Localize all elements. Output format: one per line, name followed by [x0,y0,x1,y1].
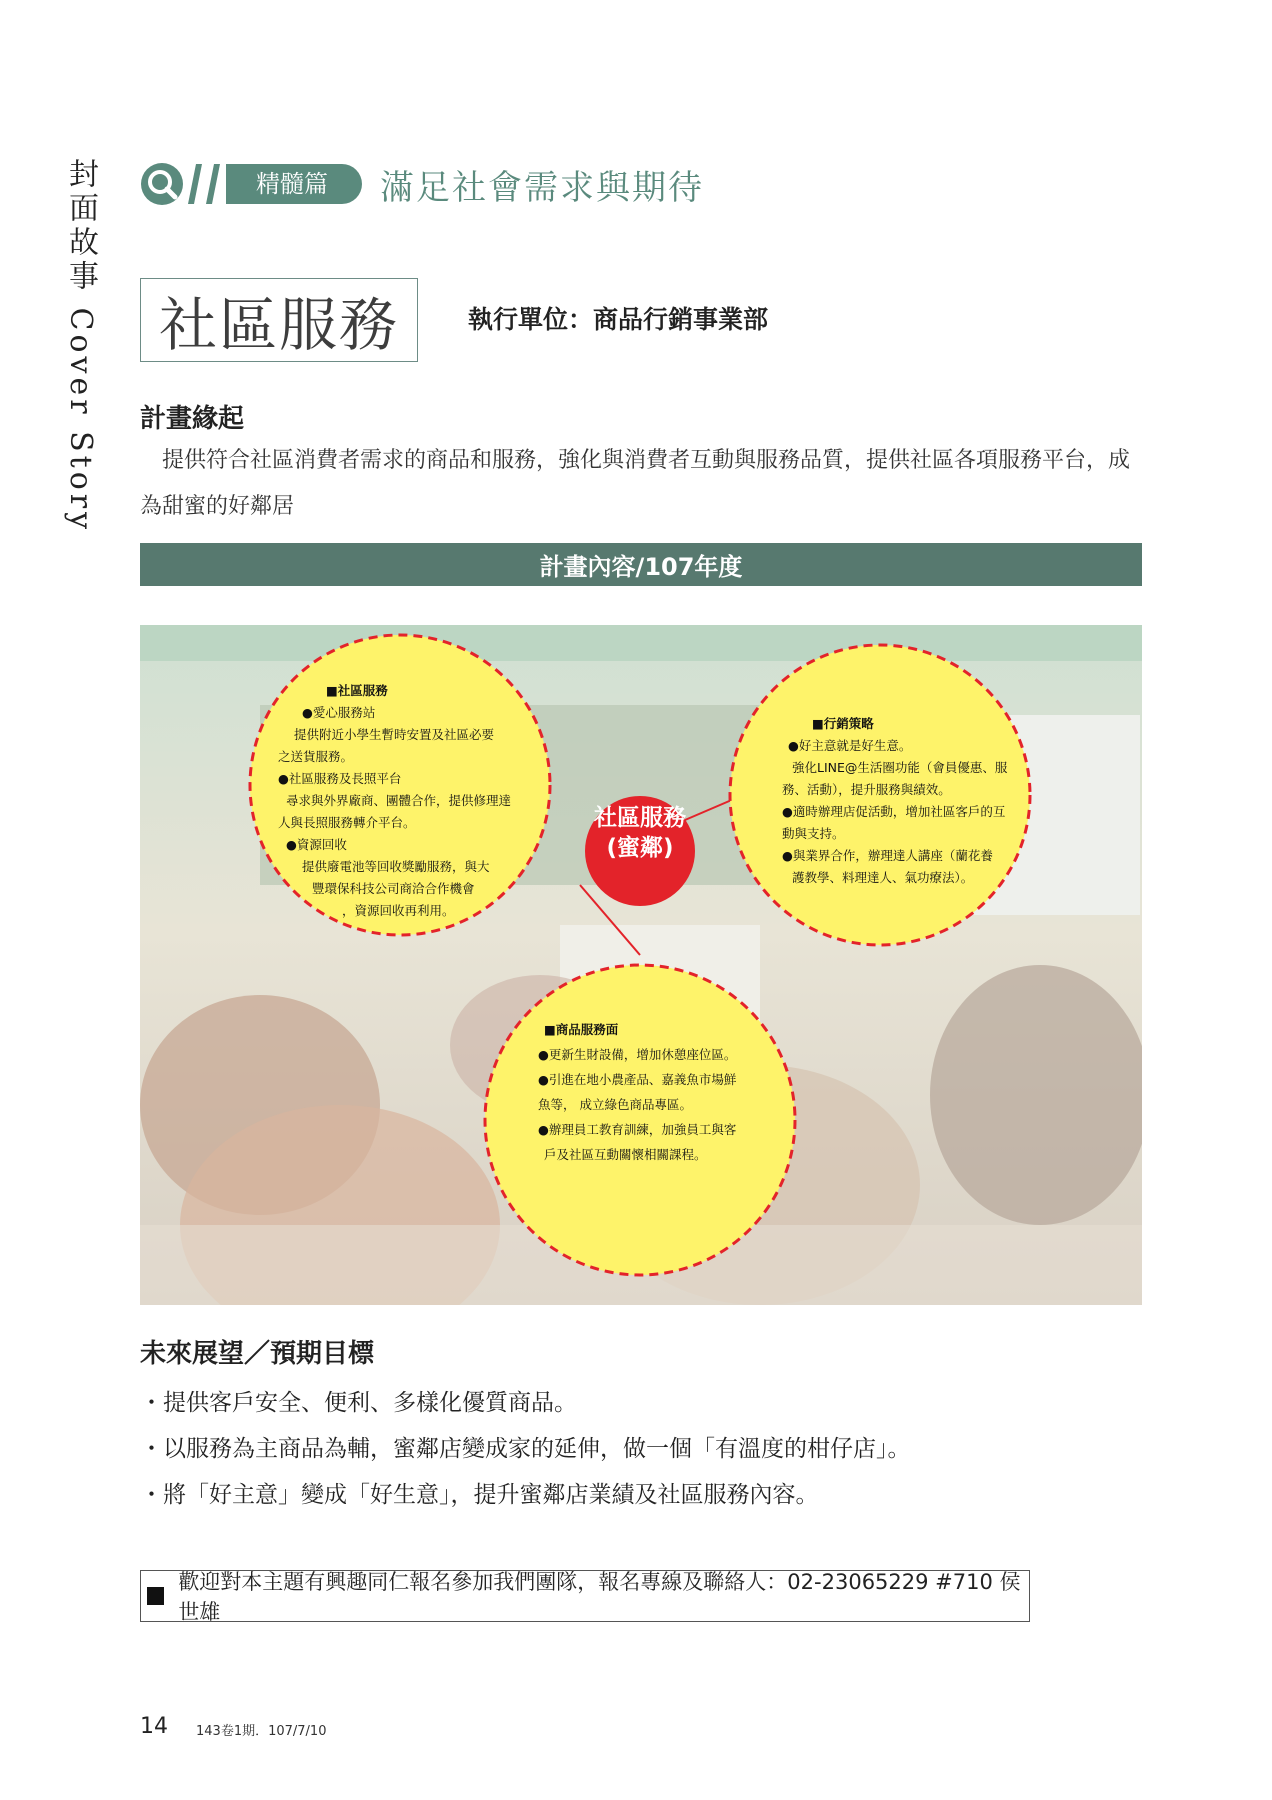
contact-box [140,1570,1030,1622]
circle-text-line: 動與支持。 [782,826,845,841]
origin-body: 提供符合社區消費者需求的商品和服務，強化與消費者互動與服務品質，提供社區各項服務平台，成為甜蜜的好鄰居 [140,448,1131,519]
circle-text-line: 務、活動），提升服務與績效。 [782,782,951,797]
future-list [140,1380,911,1518]
circle-heading: ■商品服務面 [544,1022,619,1037]
circle-item: ●資源回收 [286,837,347,852]
circle-item: ●引進在地小農產品、嘉義魚市場鮮 [538,1072,737,1087]
circle-heading: ■社區服務 [326,683,388,698]
circle-item: ●好主意就是好生意。 [788,738,912,753]
circle-item: ●適時辦理店促活動，增加社區客戶的互 [782,804,1006,819]
circle-item: ●更新生財設備，增加休憩座位區。 [538,1047,737,1062]
circle-heading: ■行銷策略 [812,716,874,731]
section-header [140,160,704,208]
circle-text-line: 提供附近小學生暫時安置及社區必要 [294,727,495,742]
center-label-line2: (蜜鄰) [606,835,674,861]
circle-text-line: 尋求與外界廠商、團體合作，提供修理達 [286,793,512,808]
square-bullet-icon [147,1587,164,1605]
circle-text-line: 護教學、料理達人、氣功療法）。 [792,870,974,885]
circle-text-line: 之送貨服務。 [278,749,354,764]
circle-text-line: 戶及社區互動關懷相關課程。 [544,1147,707,1162]
circle-item: ●社區服務及長照平台 [278,771,402,786]
center-label-line1: 社區服務 [594,805,686,831]
plan-photo [140,625,1142,1305]
community-service-circle [278,680,528,922]
circle-text-line: 魚等， 成立綠色商品專區。 [538,1097,692,1112]
plan-banner: 計畫內容/107年度 [140,543,1142,586]
marketing-strategy-circle [782,713,1032,889]
circle-text-line: 豐環保科技公司商洽合作機會 [312,881,475,896]
slash-decoration [188,164,202,204]
circle-item: ●辦理員工教育訓練，加強員工與客 [538,1122,737,1137]
circle-text-line: ，資源回收再利用。 [342,903,455,918]
circle-text-line: 強化LINE@生活圈功能（會員優惠、服 [792,760,1008,775]
contact-text: 歡迎對本主題有興趣同仁報名參加我們團隊，報名專線及聯絡人：02-23065229 #710 侯世雄 [178,1570,1021,1624]
circle-item: ●與業界合作，辦理達人講座（蘭花養 [782,848,993,863]
issue-info: 143卷1期．107/7/10 [196,1724,327,1739]
page-number: 14 [140,1714,168,1739]
circle-text-line: 人與長照服務轉介平台。 [278,815,416,830]
executing-unit: 執行單位：商品行銷事業部 [468,305,769,334]
section-pill: 精髓篇 [226,164,362,204]
list-item: ・將「好主意」變成「好生意」，提升蜜鄰店業績及社區服務內容。 [140,1482,819,1508]
list-item: ・以服務為主商品為輔，蜜鄰店變成家的延伸，做一個「有溫度的柑仔店」。 [140,1436,911,1462]
future-heading: 未來展望／預期目標 [140,1339,375,1369]
search-icon [140,162,184,206]
list-item: ・提供客戶安全、便利、多樣化優質商品。 [140,1390,577,1416]
circle-item: ●愛心服務站 [302,705,376,720]
origin-heading: 計畫緣起 [140,404,245,434]
section-title: 滿足社會需求與期待 [380,167,704,208]
service-title: 社區服務 [140,278,418,362]
circle-text-line: 提供廢電池等回收獎勵服務，與大 [302,859,490,874]
cover-story-label: 封面故事 Cover Story [63,158,98,534]
product-service-circle [538,1017,768,1167]
slash-decoration [206,164,220,204]
